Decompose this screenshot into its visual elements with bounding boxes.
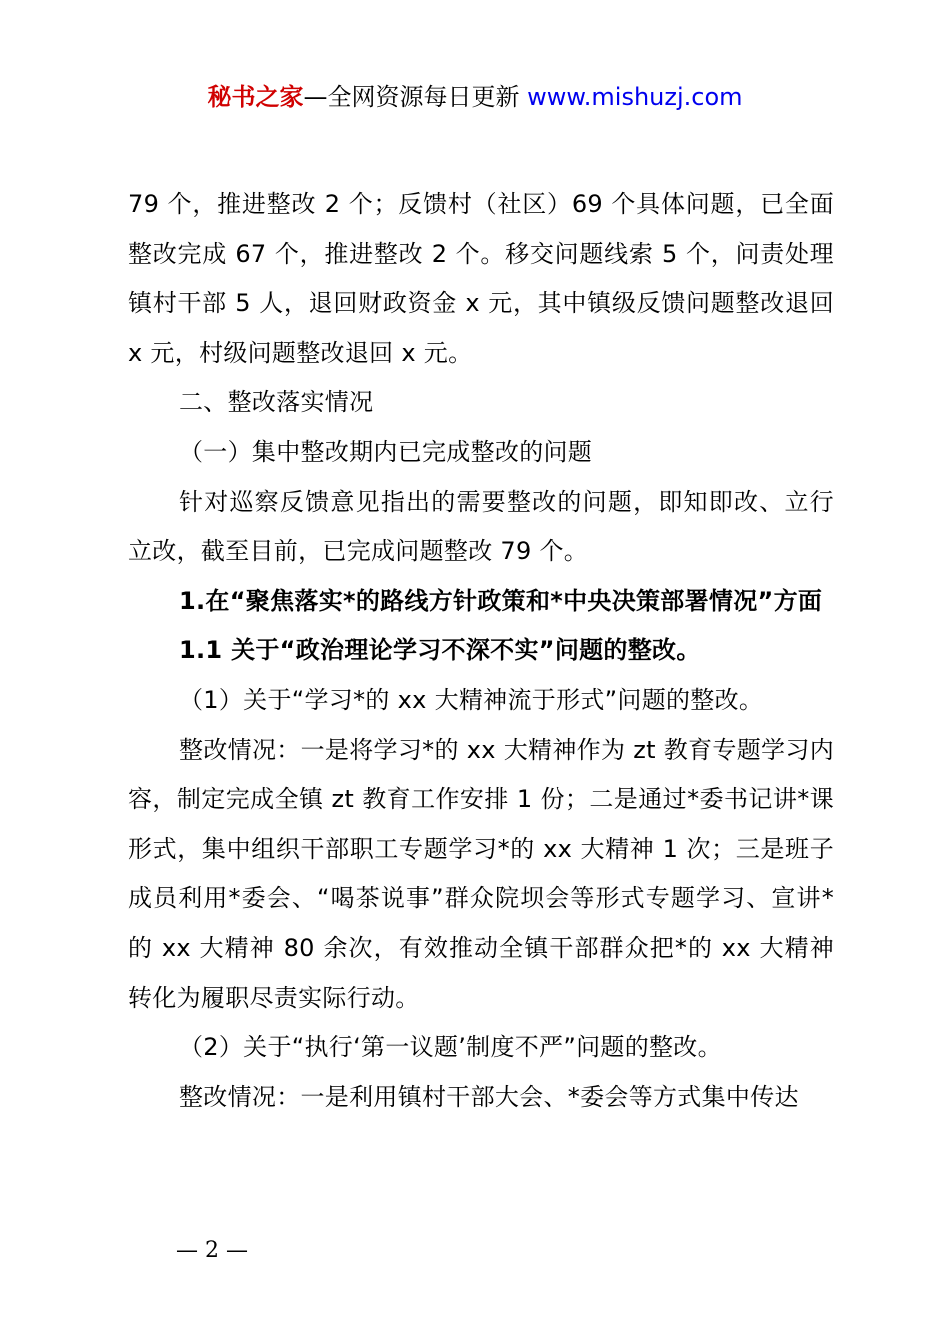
bold-subheading: 1.1 关于“政治理论学习不深不实”问题的整改。 bbox=[179, 636, 701, 665]
site-url-link[interactable]: www.mishuzj.com bbox=[527, 83, 743, 111]
body-paragraph: 79 个，推进整改 2 个；反馈村（社区）69 个具体问题，已全面整改完成 67 个，推进整改 2 个。移交问题线索 5 个，问责处理镇村干部 5 人，退回财政资金 x 元，其中镇级反馈问题整改退回 x 元，村级问题整改退回 x 元。 bbox=[128, 190, 834, 367]
item-heading: （2）关于“执行‘第一议题’制度不严”问题的整改。 bbox=[179, 1033, 722, 1062]
body-paragraph: 针对巡察反馈意见指出的需要整改的问题，即知即改、立行立改，截至目前，已完成问题整改 79 个。 bbox=[128, 487, 834, 566]
page-number: — 2 — bbox=[176, 1238, 248, 1263]
document-body bbox=[128, 180, 834, 1122]
item-heading: （1）关于“学习*的 xx 大精神流于形式”问题的整改。 bbox=[179, 685, 764, 714]
body-paragraph: 整改情况：一是利用镇村干部大会、*委会等方式集中传达 bbox=[179, 1082, 799, 1111]
bold-heading: 1.在“聚焦落实*的路线方针政策和*中央决策部署情况”方面 bbox=[179, 586, 823, 615]
site-header bbox=[0, 80, 950, 114]
site-brand: 秘书之家 bbox=[207, 83, 304, 111]
subsection-heading: （一）集中整改期内已完成整改的问题 bbox=[179, 437, 593, 466]
site-tagline: —全网资源每日更新 bbox=[303, 83, 528, 111]
body-paragraph: 整改情况：一是将学习*的 xx 大精神作为 zt 教育专题学习内容，制定完成全镇 zt 教育工作安排 1 份；二是通过*委书记讲*课形式，集中组织干部职工专题学习*的 xx 大精神 1 次；三是班子成员利用*委会、“喝茶说事”群众院坝会等形式专题学习、宣讲*的 xx 大精神 80 余次，有效推动全镇干部群众把*的 xx 大精神转化为履职尽责实际行动。 bbox=[128, 735, 834, 1012]
section-heading: 二、整改落实情况 bbox=[179, 388, 374, 417]
